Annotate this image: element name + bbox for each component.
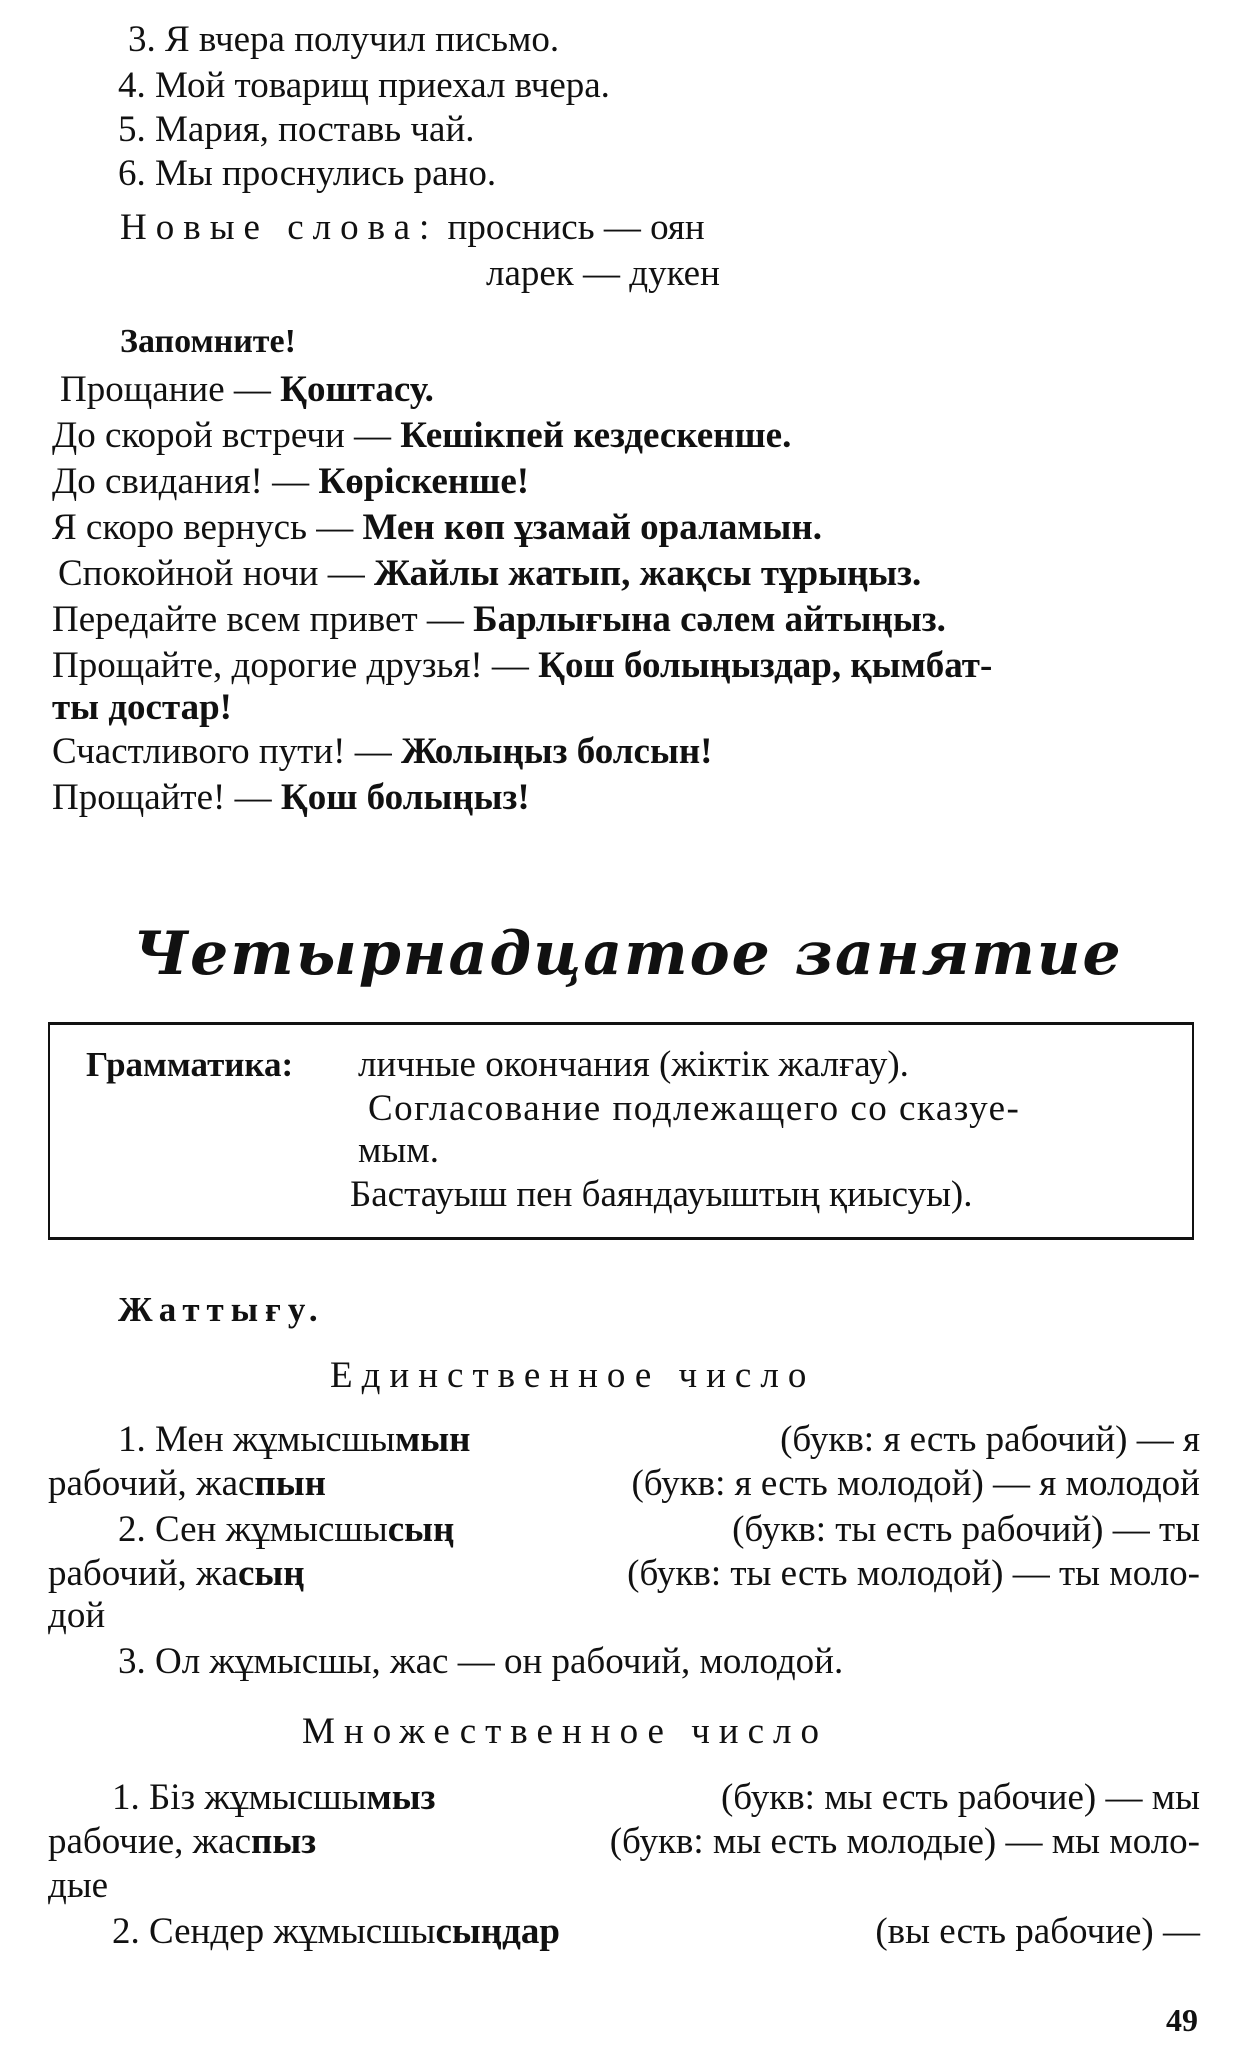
text: (букв: мы есть молодые) — мы моло- (609, 1821, 1200, 1862)
new-words (120, 206, 705, 250)
text: 1. Біз жұмысшы (112, 1777, 367, 1818)
phrase-kz: Қош болыңыз! (280, 777, 530, 818)
phrase-line (60, 368, 434, 412)
ending: мыз (366, 1777, 436, 1818)
exercise-line: 6. Мы проснулись рано. (118, 153, 497, 194)
phrase-kz: Қоштасу. (280, 369, 434, 410)
exercise-line: 3. Я вчера получил письмо. (128, 19, 560, 60)
phrase-kz: Кешікпей кездескенше. (400, 415, 792, 456)
phrase-line (52, 506, 822, 550)
phrase-fragment (48, 1462, 326, 1506)
ending: сыңдар (435, 1911, 560, 1952)
phrase-line (58, 552, 921, 596)
ending: сың (238, 1553, 305, 1594)
text: 1. Мен жұмысшы (118, 1419, 395, 1460)
plural-heading: Множественное число (302, 1711, 828, 1752)
grammar-box (48, 1022, 1194, 1240)
text: рабочие, жас (48, 1821, 252, 1862)
phrase-line (52, 644, 992, 688)
phrase-ru: Прощайте, дорогие друзья! — (52, 645, 539, 686)
phrase-ru: До скорой встречи — (52, 415, 401, 456)
grammar-line: Согласование подлежащего со сказуе- (368, 1088, 1021, 1129)
singular-item-1-line-2 (48, 1462, 1200, 1506)
plural-item-1-line-2 (48, 1820, 1200, 1864)
new-words-label: Новые слова: (120, 207, 439, 248)
phrase-kz: Мен көп ұзамай ораламын. (362, 507, 823, 548)
phrase-fragment (48, 1552, 305, 1596)
grammar-label: Грамматика: (86, 1045, 294, 1084)
phrase-fragment (112, 1910, 560, 1954)
remember-title: Запомните! (120, 323, 296, 360)
phrase-line (52, 776, 530, 820)
singular-item-2-line-2 (48, 1552, 1200, 1596)
text: (вы есть рабочие) — (875, 1911, 1200, 1952)
phrase-ru: Прощайте! — (52, 777, 281, 818)
plural-item-1-line-1 (112, 1776, 1200, 1820)
phrase-line (52, 460, 529, 504)
text: рабочий, жа (48, 1553, 238, 1594)
ending: сың (387, 1509, 455, 1550)
grammar-line: личные окончания (жіктік жалғау). (358, 1044, 909, 1085)
phrase-kz: Жайлы жатып, жақсы тұрыңыз. (373, 553, 922, 594)
grammar-line: мым. (358, 1130, 439, 1171)
phrase-line (52, 414, 791, 458)
singular-item-1-line-1 (118, 1418, 1200, 1462)
phrase-fragment (112, 1776, 435, 1820)
text: (букв: ты есть рабочий) — ты (732, 1509, 1200, 1550)
phrase-ru: Счастливого пути! — (52, 731, 401, 772)
singular-item-3: 3. Ол жұмысшы, жас — он рабочий, молодой. (118, 1641, 844, 1682)
phrase-fragment (48, 1820, 316, 1864)
text: 2. Сен жұмысшы (118, 1509, 388, 1550)
ending: мын (395, 1419, 471, 1460)
text: рабочий, жас (48, 1463, 255, 1504)
plural-item-2-line-1 (112, 1910, 1200, 1954)
text: (букв: я есть рабочий) — я (780, 1419, 1200, 1460)
text: (букв: мы есть рабочие) — мы (720, 1777, 1200, 1818)
phrase-line (52, 730, 713, 774)
singular-item-2-line-1 (118, 1508, 1200, 1552)
exercise-line: 5. Мария, поставь чай. (118, 109, 475, 150)
phrase-ru: Прощание — (60, 369, 281, 410)
exercise-heading: Жаттығу. (118, 1290, 325, 1329)
phrase-kz: Жолыңыз болсын! (400, 731, 713, 772)
phrase-kz: Көріскенше! (318, 461, 530, 502)
phrase-ru: До свидания! — (52, 461, 319, 502)
phrase-kz: Қош болыңыздар, қымбат- (538, 645, 993, 686)
new-word-item: проснись — оян (447, 207, 705, 248)
phrase-kz: Барлығына сәлем айтыңыз. (473, 599, 946, 640)
plural-item-1-line-3: дые (48, 1865, 109, 1906)
phrase-line (52, 686, 232, 730)
phrase-fragment (118, 1418, 470, 1462)
text: (букв: ты есть молодой) — ты моло- (627, 1553, 1200, 1594)
page-number: 49 (1166, 2002, 1198, 2038)
ending: пын (254, 1463, 326, 1504)
phrase-line (52, 598, 946, 642)
ending: пыз (251, 1821, 317, 1862)
grammar-line: Бастауыш пен баяндауыштың қиысуы). (350, 1174, 973, 1215)
phrase-fragment (118, 1508, 454, 1552)
phrase-ru: Спокойной ночи — (58, 553, 374, 594)
singular-heading: Единственное число (330, 1355, 816, 1396)
singular-item-2-line-3: дой (48, 1595, 106, 1636)
lesson-title: Четырнадцатое занятие (133, 919, 1123, 989)
text: (букв: я есть молодой) — я молодой (631, 1463, 1200, 1504)
phrase-kz: ты достар! (52, 687, 232, 728)
phrase-ru: Я скоро вернусь — (52, 507, 363, 548)
new-word-item: ларек — дукен (486, 253, 720, 294)
exercise-line: 4. Мой товарищ приехал вчера. (118, 65, 610, 106)
phrase-ru: Передайте всем привет — (52, 599, 474, 640)
text: 2. Сендер жұмысшы (112, 1911, 436, 1952)
